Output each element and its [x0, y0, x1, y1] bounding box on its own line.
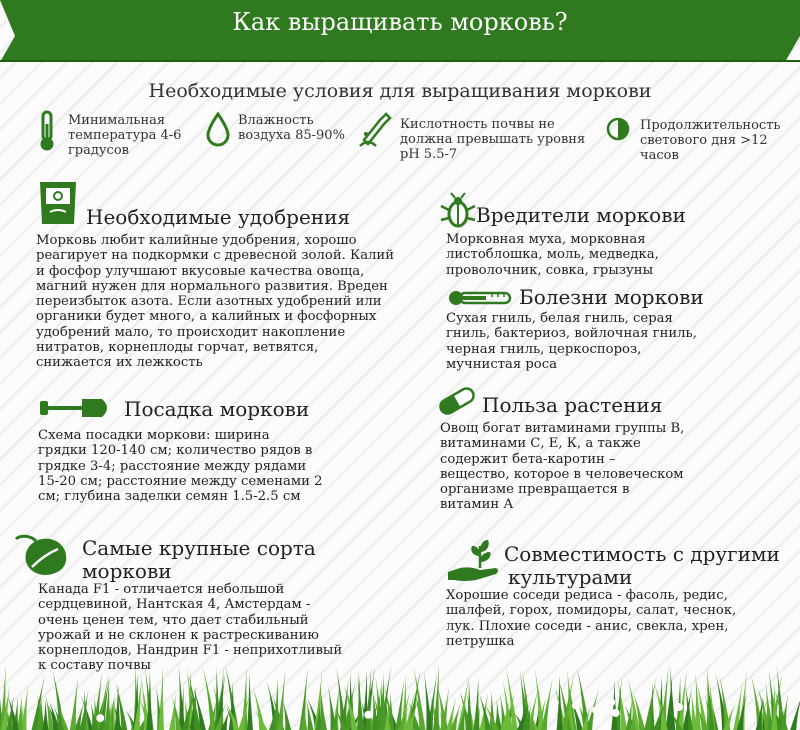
grass-blade: [179, 667, 185, 730]
text-line: снижается их лежкость: [36, 355, 203, 371]
pests-text: [446, 232, 766, 278]
condition-text-line: должна превышать уровня: [400, 132, 586, 147]
daylight-clock-icon: [606, 117, 630, 141]
grass-blade: [203, 666, 217, 730]
fertilizers-title: Необходимые удобрения: [86, 205, 351, 229]
text-line: грядки 120-140 см; количество рядов в: [38, 443, 313, 459]
daisy-flower: [290, 711, 298, 719]
daisy-flower: [595, 716, 603, 724]
daisy-flower: [592, 706, 600, 714]
grass-blade: [790, 691, 800, 730]
text-line: витамин А: [440, 497, 514, 513]
soil-acidity-icon: [358, 110, 394, 148]
planting-title: Посадка моркови: [124, 397, 310, 421]
grass-blade: [320, 686, 326, 730]
compatibility-title-line: культурами: [508, 565, 633, 589]
text-line: очень ценен тем, что дает стабильный: [38, 612, 309, 628]
text-line: реагирует на подкормки с древесной золой. Калий: [36, 248, 395, 264]
varieties-title-line: Самые крупные сорта: [82, 536, 316, 560]
text-line: и фосфор улучшают вкусовые качества овоща,: [36, 263, 365, 279]
text-line: корнеплодов, Нандрин F1 - неприхотливый: [38, 643, 343, 659]
varieties-title-line: моркови: [82, 559, 172, 583]
text-line: магний нужен для нормального развития. Вреден: [36, 278, 388, 294]
daisy-flower: [364, 711, 372, 719]
benefits-title: Польза растения: [482, 393, 663, 417]
text-line: см; глубина заделки семян 1.5-2.5 см: [38, 489, 301, 505]
text-line: нитратов, корнеплоды горчат, ветвятся,: [36, 340, 319, 356]
daisy-flower: [675, 703, 683, 711]
daisy-flower: [551, 698, 559, 706]
thermometer-icon: [36, 110, 58, 152]
text-line: Морковь любит калийные удобрения, хорошо: [36, 233, 357, 248]
fertilizers-text: [36, 233, 416, 371]
condition-text-line: pH 5.5-7: [400, 147, 458, 162]
conditions-title: Необходимые условия для выращивания моркови: [148, 80, 652, 102]
condition-temperature: [68, 113, 208, 158]
diseases-text: [446, 311, 766, 372]
text-line: проволочник, совка, грызуны: [446, 262, 654, 278]
text-line: Сухая гниль, белая гниль, серая: [446, 311, 673, 326]
text-line: петрушка: [446, 633, 515, 649]
daisy-flower: [607, 698, 615, 706]
text-line: грядке 3-4; расстояние между рядами: [38, 458, 307, 474]
text-line: Канада F1 - отличается небольшой: [38, 582, 285, 597]
condition-text-line: светового дня >12: [640, 133, 768, 148]
condition-text-line: Кислотность почвы не: [400, 117, 555, 132]
condition-daylight: [640, 118, 790, 163]
varieties-title: [82, 537, 316, 583]
compatibility-title-line: Совместимость с другими: [504, 542, 780, 566]
grass-blade: [253, 688, 265, 730]
shovel-icon: [38, 395, 114, 421]
text-line: сердцевиной, Нантская 4, Амстердам -: [38, 597, 311, 613]
condition-text-line: температура 4-6: [68, 128, 182, 143]
text-line: организме превращается в: [440, 482, 630, 498]
condition-text-line: часов: [640, 148, 679, 163]
condition-acidity: [400, 117, 600, 162]
text-line: листоблошка, моль, медведка,: [446, 247, 659, 263]
text-line: Морковная муха, морковная: [446, 232, 646, 247]
grass-blade: [70, 676, 78, 730]
condition-text-line: градусов: [68, 143, 129, 158]
condition-text-line: воздуха 85-90%: [238, 128, 345, 143]
compatibility-text: [446, 588, 776, 649]
grass-blade: [146, 671, 152, 730]
grass-blade: [473, 678, 479, 730]
text-line: Схема посадки моркови: ширина: [38, 428, 270, 443]
text-line: удобрений мало, то происходит накопление: [36, 324, 346, 340]
diseases-title: Болезни моркови: [519, 285, 704, 309]
pests-title: Вредители моркови: [476, 203, 686, 227]
text-line: переизбыток азота. Если азотных удобрений или: [36, 294, 382, 310]
text-line: шалфей, горох, помидоры, салат, чеснок,: [446, 603, 737, 619]
thermometer-horizontal-icon: [448, 289, 512, 307]
pill-capsule-icon: [436, 385, 478, 417]
text-line: гниль, бактериоз, войлочная гниль,: [446, 326, 697, 342]
text-line: урожай и не склонен к растрескиванию: [38, 627, 319, 643]
benefits-text: [440, 421, 760, 513]
compatibility-title: [504, 543, 780, 589]
grass-blade: [644, 677, 656, 730]
text-line: Хорошие соседи редиса - фасоль, редис,: [446, 588, 728, 603]
text-line: органики будет много, а калийных и фосфорных: [36, 309, 377, 325]
water-drop-icon: [205, 112, 231, 148]
grass-footer: [0, 660, 800, 730]
daisy-flower: [572, 701, 580, 709]
text-line: 15-20 см; расстояние между семенами 2: [38, 473, 323, 489]
text-line: вещество, которое в человеческом: [440, 466, 684, 482]
page-title: Как выращивать морковь?: [232, 8, 568, 36]
fertilizer-bag-icon: [36, 178, 80, 228]
sprout-leaf-icon: [14, 527, 76, 579]
condition-text-line: Минимальная: [68, 113, 166, 128]
grass-blade: [424, 672, 432, 730]
condition-humidity: [238, 113, 368, 143]
text-line: витаминами С, Е, К, а также: [440, 436, 641, 452]
daisy-flower: [96, 714, 104, 722]
hand-plant-icon: [446, 538, 502, 586]
grass-blade: [114, 684, 120, 730]
text-line: мучнистая роса: [446, 356, 557, 372]
daisy-flower: [612, 709, 620, 717]
text-line: содержит бета-каротин –: [440, 451, 616, 467]
text-line: Овощ богат витаминами группы В,: [440, 421, 685, 436]
text-line: черная гниль, церкоспороз,: [446, 341, 642, 357]
text-line: лук. Плохие соседи - анис, свекла, хрен,: [446, 618, 729, 634]
text-line: к составу почвы: [38, 658, 152, 674]
planting-text: [38, 428, 378, 504]
bug-icon: [438, 192, 478, 232]
condition-text-line: Продолжительность: [640, 118, 781, 133]
grass-blade: [283, 700, 292, 730]
condition-text-line: Влажность: [238, 113, 314, 128]
